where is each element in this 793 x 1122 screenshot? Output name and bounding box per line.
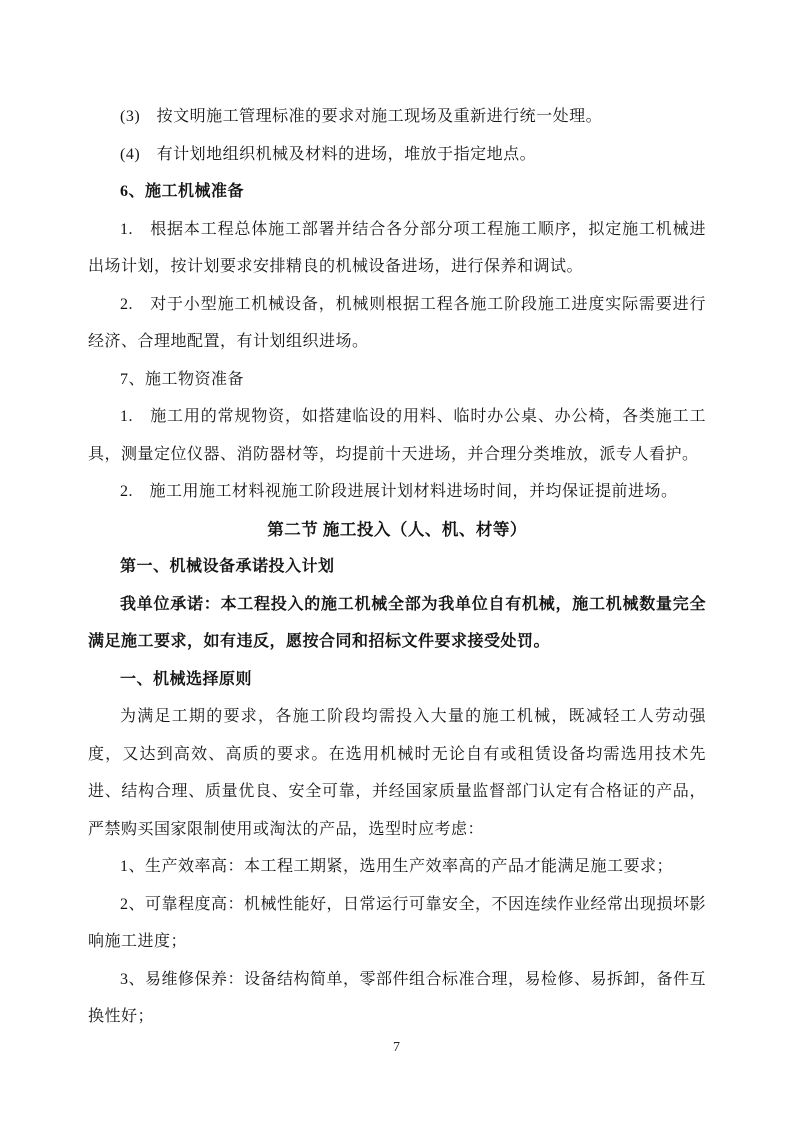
page-number: 7 bbox=[393, 1040, 400, 1055]
paragraph-selection-overview: 为满足工期的要求，各施工阶段均需投入大量的施工机械，既减轻工人劳动强度，又达到高效、高质的要求。在选用机械时无论自有或租赁设备均需选用技术先进、结构合理、质量优良、安全可靠，并经国家质量监督部门认定有合格证的产品，严禁购买国家限制使用或淘汰的产品，选型时应考虑： bbox=[88, 708, 706, 838]
paragraph-machinery-plan: 1. 根据本工程总体施工部署并结合各分部分项工程施工顺序，拟定施工机械进出场计划，按计划要求安排精良的机械设备进场，进行保养和调试。 bbox=[88, 220, 706, 275]
document-body bbox=[88, 98, 706, 1036]
section-title: 第二节 施工投入（人、机、材等） bbox=[267, 519, 527, 539]
list-item-maintainability: 3、易维修保养：设备结构简单，零部件组合标准合理，易检修、易拆卸，备件互换性好； bbox=[88, 970, 707, 1025]
paragraph-regular-materials: 1. 施工用的常规物资，如搭建临设的用料、临时办公桌、办公椅，各类施工工具，测量定位仪器、消防器材等，均提前十天进场，并合理分类堆放，派专人看护。 bbox=[88, 408, 706, 463]
list-item-4: (4) 有计划地组织机械及材料的进场，堆放于指定地点。 bbox=[120, 145, 537, 163]
heading-machinery-selection-principles: 一、机械选择原则 bbox=[120, 670, 253, 688]
paragraph-material-entry-schedule: 2. 施工用施工材料视施工阶段进展计划材料进场时间，并均保证提前进场。 bbox=[120, 483, 678, 500]
list-item-reliability: 2、可靠程度高：机械性能好，日常运行可靠安全，不因连续作业经常出现损坏影响施工进度； bbox=[88, 895, 707, 950]
paragraph-commitment: 我单位承诺：本工程投入的施工机械全部为我单位自有机械，施工机械数量完全满足施工要求，如有违反，愿按合同和招标文件要求接受处罚。 bbox=[88, 595, 706, 650]
heading-construction-machinery-preparation: 6、施工机械准备 bbox=[120, 183, 245, 200]
paragraph-small-machinery: 2. 对于小型施工机械设备，机械则根据工程各施工阶段施工进度实际需要进行经济、合理地配置，有计划组织进场。 bbox=[88, 295, 706, 350]
list-item-3: (3) 按文明施工管理标准的要求对施工现场及重新进行统一处理。 bbox=[120, 108, 603, 125]
heading-construction-materials-preparation: 7、施工物资准备 bbox=[120, 370, 245, 388]
list-item-production-efficiency: 1、生产效率高：本工程工期紧，选用生产效率高的产品才能满足施工要求； bbox=[120, 858, 674, 875]
heading-machinery-commitment-plan: 第一、机械设备承诺投入计划 bbox=[120, 558, 335, 575]
